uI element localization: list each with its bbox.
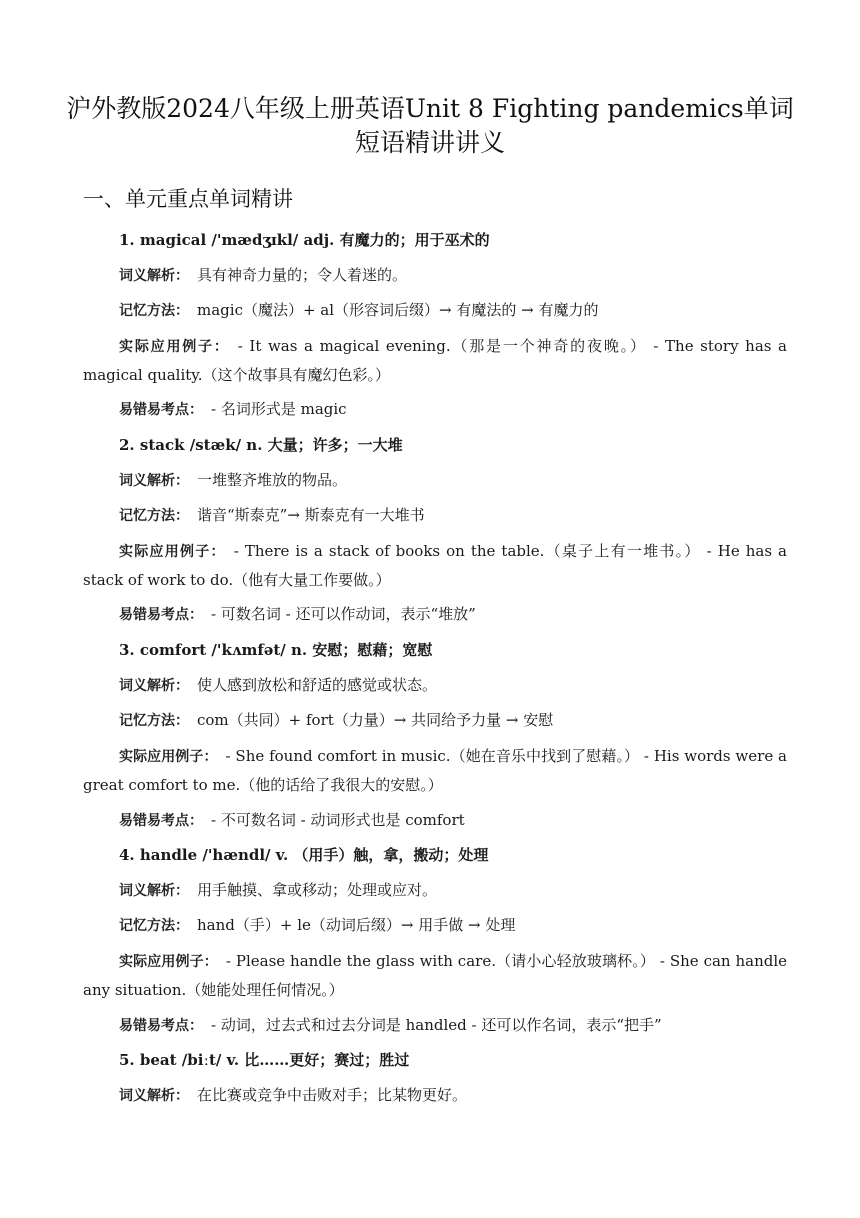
memory-line bbox=[119, 505, 425, 526]
pitfall-text: - 动词，过去式和过去分词是 handled - 还可以作名词，表示“把手” bbox=[211, 1016, 662, 1034]
memory-label: 记忆方法： bbox=[119, 713, 189, 729]
pitfall-line bbox=[119, 604, 476, 625]
meaning-label: 词义解析： bbox=[119, 268, 189, 284]
example-paragraph bbox=[83, 742, 787, 799]
meaning-text: 用手触摸、拿或移动；处理或应对。 bbox=[197, 881, 438, 899]
meaning-text: 具有神奇力量的；令人着迷的。 bbox=[197, 266, 408, 284]
section-heading: 一、单元重点单词精讲 bbox=[83, 187, 293, 211]
meaning-line bbox=[119, 1085, 467, 1106]
document-title: 沪外教版2024八年级上册英语Unit 8 Fighting pandemics单词短语精讲讲义 bbox=[66, 94, 794, 157]
meaning-label: 词义解析： bbox=[119, 678, 189, 694]
example-text: - There is a stack of books on the table.（桌子上有一堆书。） - He has a stack of work to do.（他有大量工作要做。） bbox=[83, 542, 787, 589]
example-paragraph bbox=[83, 537, 787, 594]
memory-line bbox=[119, 915, 515, 936]
example-label: 实际应用例子： bbox=[119, 954, 218, 970]
memory-label: 记忆方法： bbox=[119, 918, 189, 934]
memory-line bbox=[119, 300, 599, 321]
pitfall-label: 易错易考点： bbox=[119, 1018, 203, 1034]
memory-text: hand（手）+ le（动词后缀）→ 用手做 → 处理 bbox=[197, 916, 516, 934]
meaning-text: 使人感到放松和舒适的感觉或状态。 bbox=[197, 676, 438, 694]
pitfall-text: - 名词形式是 magic bbox=[211, 400, 347, 418]
memory-label: 记忆方法： bbox=[119, 508, 189, 524]
example-paragraph bbox=[83, 332, 787, 389]
meaning-label: 词义解析： bbox=[119, 1088, 189, 1104]
pitfall-label: 易错易考点： bbox=[119, 607, 203, 623]
headword-comfort: 3. comfort /'kʌmfət/ n. 安慰；慰藉；宽慰 bbox=[119, 641, 433, 659]
example-text: - It was a magical evening.（那是一个神奇的夜晚。） - The story has a magical quality.（这个故事具有魔幻色彩。） bbox=[83, 337, 787, 384]
meaning-label: 词义解析： bbox=[119, 883, 189, 899]
example-text: - She found comfort in music.（她在音乐中找到了慰藉。） - His words were a great comfort to me.（他的话给了我很大的安慰。） bbox=[83, 747, 787, 794]
meaning-line bbox=[119, 880, 437, 901]
headword-beat: 5. beat /biːt/ v. 比……更好；赛过；胜过 bbox=[119, 1051, 410, 1069]
example-paragraph bbox=[83, 947, 787, 1004]
headword-stack: 2. stack /stæk/ n. 大量；许多；一大堆 bbox=[119, 436, 403, 454]
headword-handle: 4. handle /'hændl/ v. （用手）触，拿，搬动；处理 bbox=[119, 846, 489, 864]
meaning-text: 一堆整齐堆放的物品。 bbox=[197, 471, 348, 489]
meaning-text: 在比赛或竞争中击败对手；比某物更好。 bbox=[197, 1086, 468, 1104]
pitfall-text: - 不可数名词 - 动词形式也是 comfort bbox=[211, 811, 465, 829]
pitfall-line bbox=[119, 810, 465, 831]
memory-text: 谐音“斯泰克”→ 斯泰克有一大堆书 bbox=[197, 506, 425, 524]
meaning-line bbox=[119, 470, 347, 491]
example-label: 实际应用例子： bbox=[119, 749, 218, 765]
pitfall-label: 易错易考点： bbox=[119, 402, 203, 418]
memory-text: com（共同）+ fort（力量）→ 共同给予力量 → 安慰 bbox=[197, 711, 554, 729]
meaning-label: 词义解析： bbox=[119, 473, 189, 489]
pitfall-line bbox=[119, 1015, 662, 1036]
meaning-line bbox=[119, 265, 407, 286]
meaning-line bbox=[119, 675, 437, 696]
example-text: - Please handle the glass with care.（请小心轻放玻璃杯。） - She can handle any situation.（她能处理任何情况。） bbox=[83, 952, 788, 999]
memory-label: 记忆方法： bbox=[119, 303, 189, 319]
memory-line bbox=[119, 710, 553, 731]
pitfall-text: - 可数名词 - 还可以作动词，表示“堆放” bbox=[211, 605, 476, 623]
memory-text: magic（魔法）+ al（形容词后缀）→ 有魔法的 → 有魔力的 bbox=[197, 301, 599, 319]
headword-magical: 1. magical /'mædʒɪkl/ adj. 有魔力的；用于巫术的 bbox=[119, 231, 490, 249]
example-label: 实际应用例子： bbox=[119, 339, 230, 355]
pitfall-line bbox=[119, 399, 347, 420]
example-label: 实际应用例子： bbox=[119, 544, 226, 560]
pitfall-label: 易错易考点： bbox=[119, 813, 203, 829]
